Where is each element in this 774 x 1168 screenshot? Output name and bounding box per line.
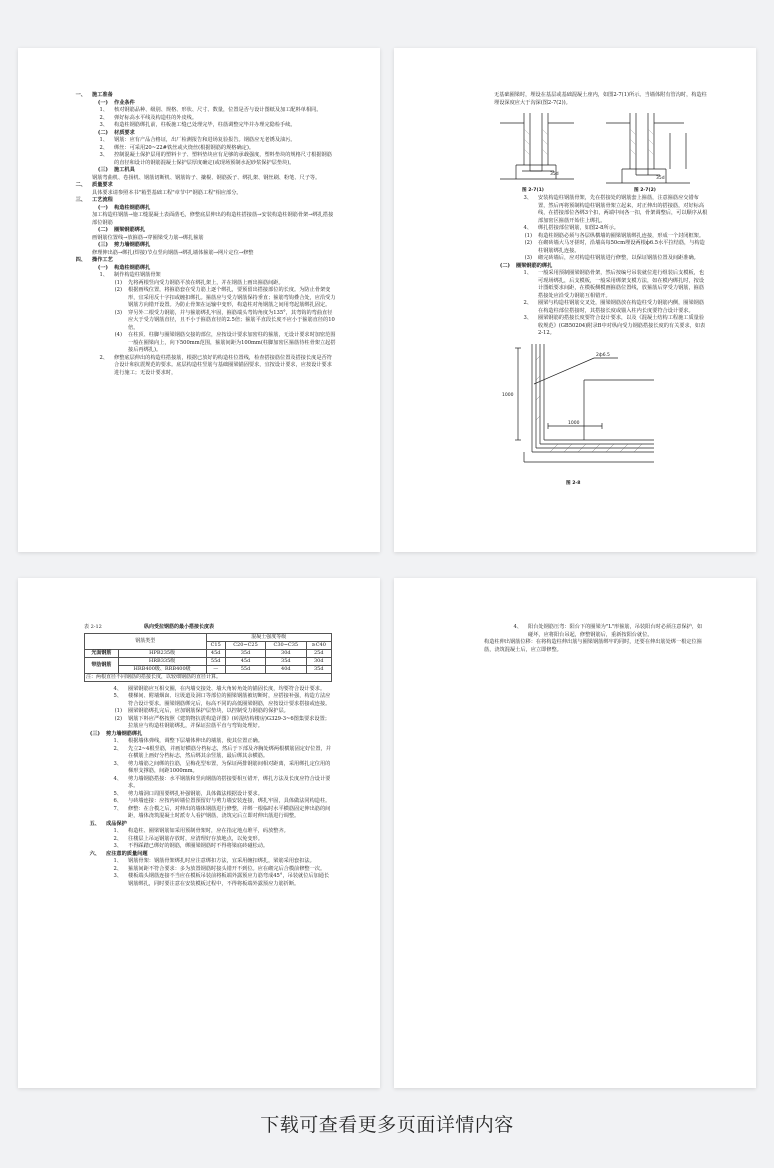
item-text: 安装构造柱钢筋骨架，先在搭接处的钢筋套上箍筋，注意箍筋应交错布置，然后再将预制构造柱钢筋骨架立起来，对正伸出的搭接筋，对好标高线，在搭接部位各绑3个扣，两端中间各一扣，骨架调整后，可以顺序从根部加密区箍筋开始往上绑扎。 bbox=[538, 195, 708, 224]
subsection-heading bbox=[84, 731, 332, 739]
page-2-content bbox=[494, 92, 708, 490]
item-number: (2) bbox=[114, 715, 122, 722]
subsection-heading bbox=[70, 242, 336, 250]
paragraph: 具体要求请参照本书"箱型基础工程"章节中"钢筋工程"相应部分。 bbox=[92, 189, 242, 196]
section-number: 一、 bbox=[75, 92, 86, 98]
item-number: (3) bbox=[114, 309, 122, 316]
table-title bbox=[84, 624, 332, 632]
section-number: 四、 bbox=[75, 257, 86, 263]
list-item bbox=[84, 843, 332, 851]
page-3-content bbox=[84, 624, 332, 888]
section-title: 质量要求 bbox=[92, 182, 113, 188]
table-cell: HRB400级、RRB400级 bbox=[118, 665, 206, 673]
item-text: 箍筋间距不符合要求：多为放置钢筋时接头错开不到位。应在砌完后合模前修整一次。 bbox=[128, 865, 326, 872]
item-number: 3、 bbox=[113, 760, 122, 767]
list-item bbox=[70, 310, 336, 333]
download-more-banner[interactable]: 下载可查看更多页面详情内容 bbox=[260, 1114, 514, 1136]
item-list bbox=[84, 858, 332, 888]
document-page-3 bbox=[18, 578, 380, 1088]
page-4-content bbox=[484, 624, 706, 654]
table-cell: HRB335级 bbox=[118, 657, 206, 665]
item-number: 2、 bbox=[113, 745, 122, 752]
item-number: (1) bbox=[114, 279, 122, 286]
paragraph: 构造柱伸出钢筋位移：在将构造柱伸出筋与圈梁钢筋绑牢的同时，还要在伸出筋处绑一根定位箍筋，浇筑混凝土后，应立即修整。 bbox=[484, 639, 702, 653]
table-cell: 45d bbox=[225, 657, 265, 665]
item-text: 制作构造柱钢筋骨架 bbox=[114, 272, 161, 278]
item-list bbox=[484, 624, 706, 639]
table-header: 混凝土强度等级 bbox=[206, 633, 331, 641]
item-number: 5、 bbox=[113, 790, 122, 797]
item-text: 往楼层上吊运钢筋存放时，应清理好存放地点，以免变形。 bbox=[128, 835, 263, 842]
item-text: 楼梯间、附墙烟囱、垃圾道及洞口等部位的圈梁钢筋被切断时，应搭接补强，构造方法应符合设计要求。圈梁钢筋绑完后，标高不同的高低圈梁钢筋，应按设计要求搭接或连接。 bbox=[128, 693, 331, 707]
item-text: 与砖墙连接：应按内砖墙位置预留好与剪力墙安装连接，绑扎牢固，具体做法同构造柱。 bbox=[128, 798, 331, 804]
item-text: 根据画线位置，将箍筋套在受力筋上逐个绑扎，要预留出搭接部位的长度。为防止骨架变形，宜采用反十字扣或缠扣绑扎。箍筋应与受力钢筋保持垂直；箍筋弯钩叠合处，应沿受力钢筋方向错开设置。为防止骨架在运输中变形，构造柱对角钢筋之间用弯起筋绑扎固定。 bbox=[128, 287, 336, 308]
item-text: 剪力墙筋之间绑的拉筋，呈梅花型布置，为保证两排钢筋间相对距离，采用绑扎定位用的梯形支撑筋，间距1000mm。 bbox=[128, 760, 331, 774]
annotation-label: 2ф6.5 bbox=[596, 352, 610, 358]
item-number: 1、 bbox=[523, 270, 532, 276]
paragraph: 钢筋弯曲机、卷扬机、钢筋切断机、钢筋钩子、撬棍、钢筋扳子、绑扎架、钢丝刷、粉笔、尺子等。 bbox=[92, 174, 321, 181]
item-text: 弹好标高水平线及构造柱的外皮线。 bbox=[114, 114, 198, 121]
table-header: C20~C25 bbox=[225, 641, 265, 649]
subsection-heading bbox=[70, 227, 336, 235]
item-number: 3、 bbox=[113, 873, 122, 879]
section-title: 应注意的质量问题 bbox=[106, 850, 148, 857]
item-text: 修整：在合模之后，对伸出的墙体钢筋进行修整，并绑一根临时水平横筋固定伸出筋的间距，墙体浇筑混凝土时派专人看护钢筋，浇筑完后立即对伸出筋进行调整。 bbox=[128, 805, 331, 819]
item-text: 构造柱钢筋必须与各层纵横墙的圈梁钢筋绑扎连接，形成一个封闭框架。 bbox=[538, 232, 705, 239]
table-cell: 25d bbox=[306, 649, 332, 657]
list-item bbox=[494, 300, 708, 315]
subsection-number: (二) bbox=[97, 129, 108, 136]
list-item bbox=[494, 195, 708, 225]
item-number: 4、 bbox=[523, 225, 532, 231]
list-item bbox=[84, 858, 332, 866]
item-text: 钢筋骨架：钢筋骨架绑扎时应注意绑扣方法，宜采用缠扣绑扎，梁筋采用套扣法。 bbox=[128, 858, 315, 864]
item-number: 6、 bbox=[113, 798, 122, 804]
table-label: 表 2-12 bbox=[84, 624, 102, 630]
item-text: 圈梁钢筋应互相交圈，在内墙交接处、墙大角转角处的锚固长度，均要符合设计要求。 bbox=[128, 685, 326, 692]
item-number: 3、 bbox=[523, 195, 532, 201]
item-number: (1) bbox=[114, 708, 122, 714]
item-number: (1) bbox=[524, 232, 532, 239]
item-number: 1、 bbox=[99, 107, 108, 113]
subsection-title: 圈梁钢筋绑扎 bbox=[114, 227, 146, 233]
item-number: 3、 bbox=[99, 152, 108, 158]
section-title: 工艺流程 bbox=[92, 197, 113, 203]
list-item bbox=[494, 255, 708, 263]
subsection-heading bbox=[70, 205, 336, 213]
subsection-heading bbox=[70, 100, 336, 108]
item-number: 4、 bbox=[513, 624, 522, 630]
section-heading bbox=[70, 182, 336, 190]
item-text: 控制混凝土保护层用的塑料卡子、塑料垫块应有足够的承载强度，塑料垫块的规格尺寸根据钢筋的直径和设计的钢筋混凝土保护层厚度确定(或现场预制水泥砂浆保护层垫块)。 bbox=[114, 152, 332, 166]
list-item bbox=[70, 107, 336, 115]
item-number: (4) bbox=[114, 332, 122, 338]
subsection-number: (一) bbox=[97, 204, 108, 211]
section-heading bbox=[70, 197, 336, 205]
list-item bbox=[84, 828, 332, 836]
item-text: 阳台处钢筋压弯：阳台下的圈梁为"L"形箍筋，吊装阳台时必须注意保护，如碰坏，应将阳台吊起，修整钢筋后，重新按阳台就位。 bbox=[528, 624, 703, 638]
item-number: 2、 bbox=[113, 835, 122, 842]
subsection-number: (三) bbox=[97, 167, 108, 173]
list-item bbox=[70, 287, 336, 310]
item-text: 穿另外二根受力钢筋，并与箍筋绑扎牢固，箍筋端头弯钩角度为135°，其弯钩的弯曲直径应大于受力钢筋直径，且不小于箍筋直径的2.5倍；箍筋平直段长度不应小于箍筋直径的10倍。 bbox=[128, 309, 335, 331]
item-text: 在砌砖墙大马牙搓时，沿墙高每50cm埋设两根ф6.5水平拉结筋，与构造柱钢筋绑扎连接。 bbox=[538, 240, 705, 254]
item-number: 2、 bbox=[99, 354, 108, 361]
item-list bbox=[70, 107, 336, 130]
paragraph: 画钢筋位置线→放箍筋→穿圈梁受力筋→绑扎箍筋 bbox=[92, 234, 204, 241]
item-number: (2) bbox=[114, 287, 122, 293]
subsection-heading bbox=[494, 263, 708, 271]
section-number: 五、 bbox=[89, 820, 100, 827]
item-text: 核对钢筋品种、级别、规格、形状、尺寸、数量，位置是否与设计图纸及加工配料单相同。 bbox=[114, 107, 322, 113]
list-item bbox=[70, 280, 336, 288]
list-item bbox=[494, 233, 708, 241]
item-text: 剪力墙钢筋搭接：水平钢筋和竖向钢筋的搭接要相互错开，绑扎方法及长度应符合设计要求。 bbox=[128, 775, 331, 789]
table-row bbox=[85, 657, 332, 665]
list-item bbox=[494, 315, 708, 338]
table-row bbox=[85, 665, 332, 673]
item-number: 1、 bbox=[99, 137, 108, 143]
item-number: 3、 bbox=[99, 122, 108, 128]
section-title: 操作工艺 bbox=[92, 257, 113, 263]
list-item bbox=[70, 145, 336, 153]
table-cell: 45d bbox=[206, 649, 225, 657]
table-cell: 35d bbox=[225, 649, 265, 657]
list-item bbox=[84, 686, 332, 694]
table-cell: 光面钢筋 bbox=[85, 649, 119, 657]
table-cell: 55d bbox=[225, 665, 265, 673]
page-1-content bbox=[70, 92, 336, 377]
item-text: 构造柱钢筋绑扎前，柱板施工缝已处理完毕，柱筋调整完毕并办理完隐检手续。 bbox=[114, 122, 296, 128]
document-page-2 bbox=[394, 48, 756, 552]
table-header: ≥C40 bbox=[306, 641, 332, 649]
item-number: 4、 bbox=[113, 775, 122, 782]
item-text: 一般采用预制圈梁钢筋骨架，然后按编号吊装就位进行组装后支模板，也可现场绑扎，后支模板，一般采用绑架支模方法，如在模内绑扎时，按设计图纸要求间距，在模板侧模画箍筋位置线，放箍筋后穿受力钢筋，箍筋搭接处应沿受力钢筋互相错开。 bbox=[538, 270, 705, 299]
item-number: 3、 bbox=[113, 843, 122, 849]
section-number: 三、 bbox=[75, 197, 86, 203]
section-heading bbox=[84, 851, 332, 859]
section-heading bbox=[70, 257, 336, 265]
subsection-title: 构造柱钢筋绑扎 bbox=[114, 264, 151, 271]
table-header: C15 bbox=[206, 641, 225, 649]
list-item bbox=[84, 693, 332, 708]
item-number: 1、 bbox=[99, 272, 108, 278]
item-list bbox=[70, 280, 336, 355]
figure-2-7 bbox=[494, 109, 708, 193]
subsection-title: 施工机具 bbox=[114, 167, 135, 173]
table-note-row bbox=[85, 673, 332, 681]
subsection-number: (二) bbox=[97, 227, 108, 233]
subsection-number: (三) bbox=[89, 730, 100, 737]
item-number: 2、 bbox=[99, 114, 108, 121]
list-item bbox=[84, 866, 332, 874]
section-title: 成品保护 bbox=[106, 820, 127, 827]
list-item bbox=[84, 716, 332, 731]
table-cell: 30d bbox=[306, 657, 332, 665]
list-item bbox=[84, 746, 332, 761]
list-item bbox=[70, 115, 336, 123]
item-number: 1、 bbox=[113, 858, 122, 864]
item-text: 先立2~4根竖筋，并画好横筋分档标志，然后于下部及齐胸处绑两根横筋固定好位置，并在横筋上画好分档标志，然后绑其余竖筋，最后绑其余横筋。 bbox=[128, 745, 331, 759]
table-header: C30~C35 bbox=[266, 641, 306, 649]
paragraph: 修理伸出筋→绑扎(焊接)节点竖向钢筋→绑扎墙体箍筋→网片定位→修整 bbox=[92, 249, 254, 256]
list-item bbox=[70, 137, 336, 145]
list-item bbox=[84, 798, 332, 806]
dimension-label: 1000 bbox=[568, 420, 580, 426]
figure-2-8 bbox=[494, 340, 708, 488]
item-text: 楼板端头钢筋连接不当应在模板吊装前将板端外露预应力筋弯成45°，吊装就位后加通长钢筋绑扎，同时要注意在安装模板过程中，不得将板端外露预应力筋折断。 bbox=[128, 873, 330, 887]
subsection-number: (二) bbox=[499, 262, 510, 269]
list-item bbox=[70, 272, 336, 280]
item-number: 3、 bbox=[523, 315, 532, 321]
subsection-title: 构造柱钢筋绑扎 bbox=[114, 204, 151, 211]
list-item bbox=[84, 776, 332, 791]
list-item bbox=[84, 873, 332, 888]
list-item bbox=[84, 836, 332, 844]
figure-caption: 图 2-7(2) bbox=[634, 188, 656, 193]
table-note: 注：两根直径不同钢筋的搭接长度，以较细钢筋的直径计算。 bbox=[85, 673, 332, 681]
section-heading bbox=[70, 92, 336, 100]
item-list bbox=[70, 137, 336, 167]
item-number: 7、 bbox=[113, 805, 122, 812]
watermark bbox=[29, 879, 57, 907]
section-number: 二、 bbox=[75, 182, 86, 188]
table-cell: 30d bbox=[266, 649, 306, 657]
list-item bbox=[494, 240, 708, 255]
item-text: 不得踩踏已绑好的钢筋，绑圈梁钢筋时不得将梁底砖碰松动。 bbox=[128, 843, 269, 849]
table-row bbox=[85, 649, 332, 657]
figure-caption: 图 2-8 bbox=[566, 480, 581, 486]
item-text: 钢筋下料应严格按照《建筑物抗震构造详图》(砖混结构楼房)G329-3~6图集要求设置；拉筋应与构造柱钢筋绑扎，并保证拉筋平直与弯钩处理好。 bbox=[128, 715, 330, 729]
document-page-4 bbox=[394, 578, 756, 1088]
dimension-label: 1000 bbox=[502, 392, 514, 398]
table-cell: 35d bbox=[306, 665, 332, 673]
section-number: 六、 bbox=[89, 850, 100, 857]
list-item bbox=[494, 270, 708, 300]
subsection-title: 圈梁钢筋的绑扎 bbox=[516, 262, 553, 269]
dimension-label: 35d bbox=[656, 176, 665, 181]
item-text: 修整底层伸出的构造柱搭接筋，根据已放好的构造柱位置线，检查搭接筋位置及搭接长度是否符合设计和抗震规范的要求。底层构造柱竖筋与基础圈梁锚固要求，宜按设计要求，应按设计要求进行施工；无设计要求时， bbox=[114, 354, 332, 376]
item-text: 绑丝：可采用20~22#铁丝或火烧丝(根据钢筋的规格确定)。 bbox=[114, 144, 255, 151]
lap-length-table bbox=[84, 633, 332, 682]
item-text: 绑扎搭接部位钢筋，如图2-8所示。 bbox=[538, 225, 619, 231]
item-text: 钢筋：应有产品合格证，出厂检测报告和进场复验报告。钢筋应无老锈及油污。 bbox=[114, 137, 296, 143]
list-item bbox=[494, 225, 708, 233]
document-page-1 bbox=[18, 48, 380, 552]
item-number: (2) bbox=[524, 240, 532, 246]
item-text: 剪力墙洞口周围要绑扎补强钢筋，具体做法根据设计要求。 bbox=[128, 790, 263, 797]
beam-column-joint-drawing bbox=[494, 340, 708, 488]
item-text: 砌完砖墙后，应对构造柱钢筋进行修整，以保证钢筋位置及间距准确。 bbox=[538, 255, 699, 261]
item-text: 在柱顶、柱脚与圈梁钢筋交接的部位，应按设计要求加密柱的箍筋，无设计要求时加密范围一般在圈梁向上，向下500mm范围，箍筋间距为100mm(柱脚加密区箍筋待柱骨架立起搭接后再绑扎)。 bbox=[128, 332, 336, 353]
item-text: 根据墙体弹线，调整下层墙体伸出的墙筋，使其位置正确。 bbox=[128, 738, 263, 744]
subsection-title: 作业条件 bbox=[114, 99, 135, 106]
item-number: (3) bbox=[524, 255, 532, 261]
item-number: 5、 bbox=[113, 693, 122, 699]
item-list bbox=[494, 270, 708, 338]
paragraph: 无基础圈梁时，埋设在基层或基础混凝土座内，如图2-7(1)所示。当墙体附有管沟时，构造柱埋设深度应大于沟深(图2-7(2))。 bbox=[494, 92, 707, 106]
table-cell: 40d bbox=[266, 665, 306, 673]
subsection-heading bbox=[70, 167, 336, 175]
item-text: 圈梁钢筋绑扎完后，应加钢筋保护层垫块，以控制受力钢筋的保护层。 bbox=[128, 708, 289, 714]
subsection-heading bbox=[70, 265, 336, 273]
subsection-number: (三) bbox=[97, 242, 108, 248]
table-cell: — bbox=[206, 665, 225, 673]
subsection-heading bbox=[70, 130, 336, 138]
item-list bbox=[84, 686, 332, 709]
figure-caption: 图 2-7(1) bbox=[522, 188, 544, 193]
item-number: 2、 bbox=[113, 865, 122, 872]
list-item bbox=[70, 122, 336, 130]
list-item bbox=[70, 332, 336, 355]
subsection-number: (一) bbox=[97, 99, 108, 106]
item-list bbox=[494, 195, 708, 233]
item-list bbox=[84, 828, 332, 851]
table-cell: 55d bbox=[206, 657, 225, 665]
table-header: 钢筋类型 bbox=[85, 633, 207, 649]
list-item bbox=[84, 761, 332, 776]
table-cell: 带肋钢筋 bbox=[85, 657, 119, 673]
column-detail-drawing bbox=[494, 109, 708, 193]
list-item bbox=[70, 355, 336, 378]
list-item bbox=[70, 152, 336, 167]
list-item bbox=[84, 791, 332, 799]
item-text: 构造柱、圈梁钢筋如采用预制骨架时，应在指定地点堆平，码放整齐。 bbox=[128, 828, 289, 834]
item-number: 2、 bbox=[99, 144, 108, 151]
item-text: 圈梁钢筋的搭接长度要符合设计要求，以及《混凝土结构工程施工质量验收规范》(GB50204)附录B中对纵向受力钢筋搭接长度的有关要求，如表2-12。 bbox=[538, 315, 706, 336]
subsection-title: 剪力墙钢筋绑扎 bbox=[106, 730, 143, 737]
item-list bbox=[84, 708, 332, 731]
item-number: 2、 bbox=[523, 300, 532, 306]
item-number: 4、 bbox=[113, 685, 122, 692]
item-list bbox=[84, 738, 332, 821]
item-list bbox=[494, 233, 708, 263]
paragraph: 加工构造柱钢筋→施工缝混凝土表面凿毛，修整底层伸出的构造柱搭接筋→安装构造柱钢筋骨架→绑扎搭接部位钢筋 bbox=[92, 212, 334, 226]
dimension-label: 35d bbox=[550, 172, 559, 177]
table-caption: 纵向受拉钢筋的最小搭接长度表 bbox=[144, 624, 215, 630]
subsection-title: 材质要求 bbox=[114, 129, 135, 136]
subsection-number: (一) bbox=[97, 264, 108, 271]
list-item bbox=[84, 738, 332, 746]
list-item bbox=[84, 708, 332, 716]
section-heading bbox=[84, 821, 332, 829]
item-number: 1、 bbox=[113, 738, 122, 744]
list-item bbox=[484, 624, 706, 639]
subsection-title: 剪力墙钢筋绑扎 bbox=[114, 242, 151, 248]
table-cell: 35d bbox=[266, 657, 306, 665]
list-item bbox=[84, 806, 332, 821]
item-text: 圈梁与构造柱钢筋交叉处，圈梁钢筋放在构造柱受力钢筋内侧，圈梁钢筋在构造柱部位搭接时，其搭接长度或锚入柱内长度要符合设计要求。 bbox=[538, 300, 705, 314]
item-text: 先将两根竖向受力钢筋平放在绑扎架上，并在钢筋上画出箍筋间距。 bbox=[128, 279, 284, 286]
section-title: 施工准备 bbox=[92, 92, 113, 98]
table-cell: HPB235级 bbox=[118, 649, 206, 657]
item-number: 1、 bbox=[113, 828, 122, 834]
